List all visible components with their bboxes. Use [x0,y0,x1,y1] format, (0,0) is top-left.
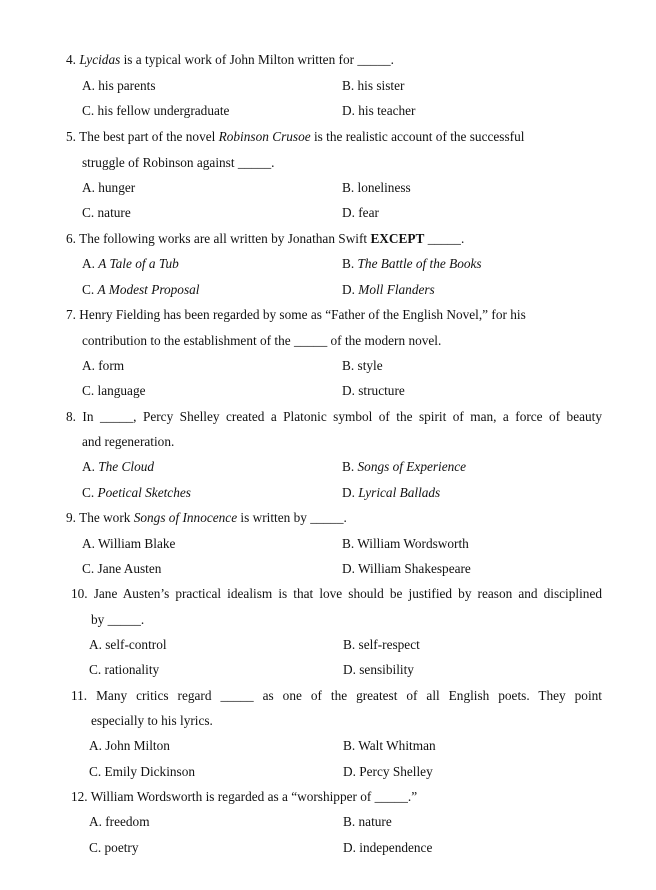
question-10-stem-continued: by _____. [91,612,145,627]
question-8-option-a: A. The Cloud [82,459,155,474]
question-5-title: Robinson Crusoe [218,129,311,144]
question-7-stem: 7. Henry Fielding has been regarded by some as “Father of the English Novel,” for his [66,307,526,322]
question-4-option-c: C. his fellow undergraduate [82,103,230,118]
question-10-stem: 10. Jane Austen’s practical idealism is that love should be justified by reason and disciplined [71,586,602,601]
question-8-stem: 8. In _____, Percy Shelley created a Platonic symbol of the spirit of man, a force of beauty [66,409,602,424]
question-4-stem: 4. Lycidas is a typical work of John Milton written for _____. [66,52,394,67]
question-9-stem: 9. The work Songs of Innocence is written by _____. [66,510,347,525]
question-9-option-a: A. William Blake [82,536,176,551]
question-5-option-d: D. fear [342,205,379,220]
question-12-option-d: D. independence [343,840,433,855]
question-5-option-c: C. nature [82,205,131,220]
question-7-option-b: B. style [342,358,383,373]
question-5-option-b: B. loneliness [342,180,411,195]
question-11-stem: 11. Many critics regard _____ as one of the greatest of all English poets. They point [71,688,602,703]
question-8-stem-continued: and regeneration. [82,434,175,449]
question-10-option-c: C. rationality [89,662,160,677]
question-7-option-c: C. language [82,383,146,398]
question-6-option-d: D. Moll Flanders [342,282,435,297]
question-10-option-a: A. self-control [89,637,167,652]
question-11-stem-continued: especially to his lyrics. [91,713,213,728]
question-9-option-c: C. Jane Austen [82,561,162,576]
question-10-option-b: B. self-respect [343,637,420,652]
question-7-stem-continued: contribution to the establishment of the _____ of the modern novel. [82,333,442,348]
question-5-option-a: A. hunger [82,180,136,195]
question-7-option-d: D. structure [342,383,405,398]
question-6-option-b: B. The Battle of the Books [342,256,482,271]
question-6-stem: 6. The following works are all written by Jonathan Swift EXCEPT _____. [66,231,465,246]
question-12-option-a: A. freedom [89,814,150,829]
question-6-option-c: C. A Modest Proposal [82,282,200,297]
question-4-option-a: A. his parents [82,78,156,93]
question-11-option-a: A. John Milton [89,738,170,753]
question-6-option-a: A. A Tale of a Tub [82,256,179,271]
question-11-option-c: C. Emily Dickinson [89,764,196,779]
question-4-title: Lycidas [79,52,121,67]
question-12-stem: 12. William Wordsworth is regarded as a “worshipper of _____.” [71,789,418,804]
question-4-option-d: D. his teacher [342,103,416,118]
question-8-option-d: D. Lyrical Ballads [342,485,441,500]
question-8-option-b: B. Songs of Experience [342,459,467,474]
question-5-stem-continued: struggle of Robinson against _____. [82,155,275,170]
question-11-option-d: D. Percy Shelley [343,764,433,779]
question-7-option-a: A. form [82,358,125,373]
question-5-stem: 5. The best part of the novel Robinson Crusoe is the realistic account of the successful [66,129,525,144]
question-11-option-b: B. Walt Whitman [343,738,436,753]
question-9-option-d: D. William Shakespeare [342,561,471,576]
question-4-option-b: B. his sister [342,78,405,93]
question-6-except: EXCEPT [370,231,425,246]
question-8-option-c: C. Poetical Sketches [82,485,191,500]
question-12-option-c: C. poetry [89,840,139,855]
question-10-option-d: D. sensibility [343,662,414,677]
question-9-option-b: B. William Wordsworth [342,536,469,551]
question-9-title: Songs of Innocence [133,510,238,525]
question-12-option-b: B. nature [343,814,392,829]
